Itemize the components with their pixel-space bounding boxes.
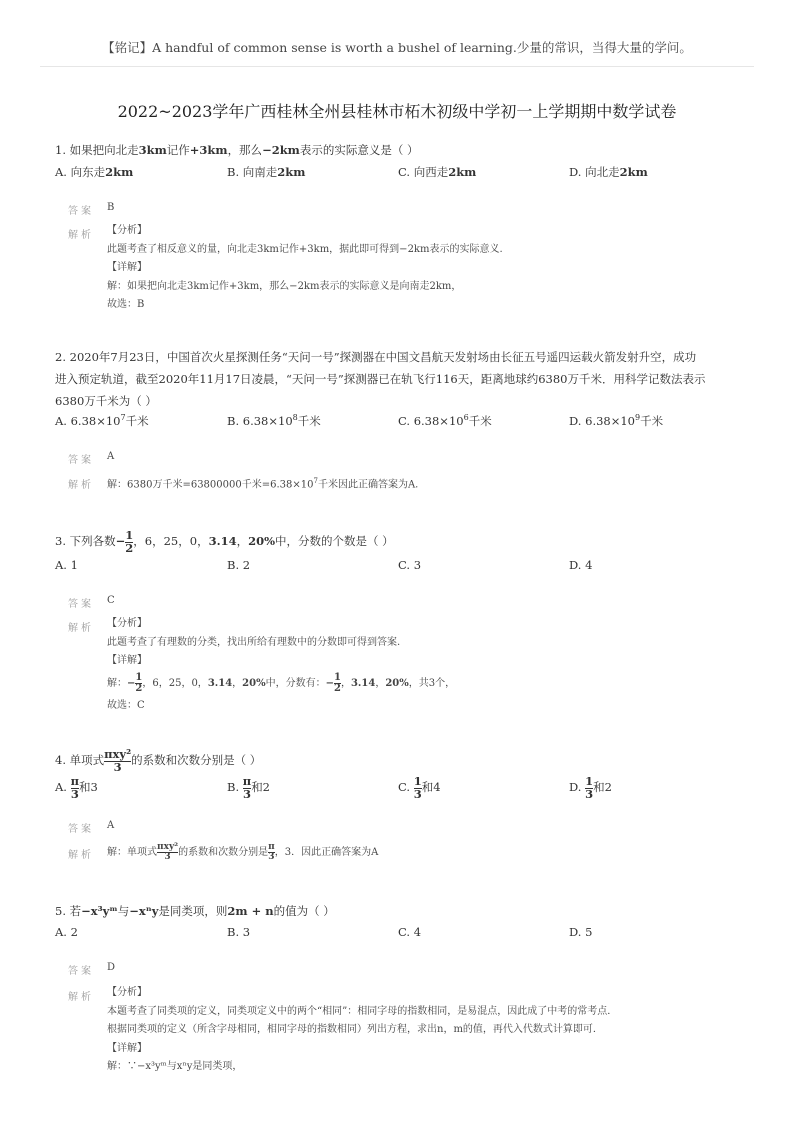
answer-label: 答案 xyxy=(68,206,94,217)
option-c[interactable]: C. 4 xyxy=(398,925,422,939)
option-a[interactable]: A. $6.38\times 10^7$千米 xyxy=(55,413,149,428)
question-4-options xyxy=(55,776,745,802)
option-b[interactable]: B. $\frac{\pi}{3}$ 和2 xyxy=(227,774,271,801)
fraction-monomial: $\frac{\text{πxy²}}{3}$ xyxy=(104,747,132,774)
analysis-label: 解析 xyxy=(68,850,94,861)
option-d[interactable]: D. 5 xyxy=(569,925,593,939)
option-a[interactable]: A. $\frac{\pi}{3}$ 和3 xyxy=(55,774,98,801)
answer-label: 答案 xyxy=(68,455,94,466)
option-a[interactable]: A. 向东走2km xyxy=(55,165,134,179)
answer-value: A xyxy=(107,451,115,462)
option-a[interactable]: A. 1 xyxy=(55,558,78,572)
question-2-solution: 解：6380万千米=63800000千米$=6.38\times 10^7$千米因此正确答案为A. xyxy=(107,477,419,491)
question-5-solution: 【分析】 本题考查了同类项的定义，同类项定义中的两个“相同”：相同字母的指数相同，是易混点，因此成了中考的常考点． 根据同类项的定义（所含字母相同，相同字母的指数相同）列出方程，求出n，m的值，再代入代数式计算即可． 【详解】 解：∵−x³yᵐ与xⁿy是同类项， xyxy=(107,987,618,1072)
analysis-label: 解析 xyxy=(68,623,94,634)
answer-label: 答案 xyxy=(68,599,94,610)
option-d[interactable]: D. $\frac{1}{3}$ 和2 xyxy=(569,774,612,801)
analysis-label: 解析 xyxy=(68,230,94,241)
answer-value: B xyxy=(107,202,115,213)
option-b[interactable]: B. 向南走2km xyxy=(227,165,306,179)
option-d[interactable]: D. 4 xyxy=(569,558,593,572)
option-d[interactable]: D. $6.38\times 10^9$千米 xyxy=(569,413,664,428)
question-1-solution: 【分析】 此题考查了相反意义的量，向北走3km记作+3km，据此即可得到−2km表示的实际意义. 【详解】 解：如果把向北走3km记作+3km，那么−2km表示的实际意义是向南走2km， 故选：B xyxy=(107,225,503,310)
option-c[interactable]: C. 向西走2km xyxy=(398,165,477,179)
header-divider xyxy=(40,66,754,67)
analysis-label: 解析 xyxy=(68,992,94,1003)
option-d[interactable]: D. 向北走2km xyxy=(569,165,648,179)
option-a[interactable]: A. 2 xyxy=(55,925,78,939)
question-2-stem: 2. 2020年7月23日，中国首次火星探测任务“天问一号”探测器在中国文昌航天发射场由长征五号遥四运载火箭发射升空，成功 进入预定轨道，截至2020年11月17日凌晨，“天问一号”探测器已在轨飞行116天，距离地球约6380万千米．用科学记数法表示 6380万千米为（ ） xyxy=(55,350,706,408)
page-title: 2022~2023学年广西桂林全州县桂林市柘木初级中学初一上学期期中数学试卷 xyxy=(117,102,677,121)
question-1-options xyxy=(55,164,745,184)
question-2-options xyxy=(55,413,745,433)
option-c[interactable]: C. $\frac{1}{3}$ 和4 xyxy=(398,774,441,801)
answer-value: A xyxy=(107,820,115,831)
option-b[interactable]: B. $6.38\times 10^8$千米 xyxy=(227,413,321,428)
motto: 【铭记】A handful of common sense is worth a bushel of learning.少量的常识，当得大量的学问。 xyxy=(102,40,692,55)
answer-value: D xyxy=(107,962,116,973)
option-c[interactable]: C. 3 xyxy=(398,558,422,572)
question-4-stem: 4. 单项式 $\frac{\text{πxy²}}{3}$ 的系数和次数分别是（ ） xyxy=(55,747,262,774)
question-3-solution: 【分析】 此题考查了有理数的分类，找出所给有理数中的分数即可得到答案. 【详解】 解：− $\frac{1}{2}$ ，6，25，0，3.14，20%中，分数有：− $\frac{1}{2}$ ，3.14，20%，共3个， 故选：C xyxy=(107,618,456,711)
option-b[interactable]: B. 2 xyxy=(227,558,251,572)
question-5-stem: 5. 若−x³yᵐ与−xⁿy是同类项，则2m + n的值为（ ） xyxy=(55,904,335,918)
option-c[interactable]: C. $6.38\times 10^6$千米 xyxy=(398,413,492,428)
question-3-options xyxy=(55,558,745,578)
analysis-label: 解析 xyxy=(68,480,94,491)
answer-label: 答案 xyxy=(68,824,94,835)
answer-label: 答案 xyxy=(68,966,94,977)
question-1-stem: 1. 如果把向北走3km记作+3km，那么−2km表示的实际意义是（ ） xyxy=(55,143,419,157)
option-b[interactable]: B. 3 xyxy=(227,925,251,939)
fraction-one-half: $\frac{1}{2}$ xyxy=(125,528,134,555)
question-3-stem: 3. 下列各数− $\frac{1}{2}$ ，6，25，0，3.14，20%中，分数的个数是（ ） xyxy=(55,528,394,555)
question-5-options xyxy=(55,925,745,945)
answer-value: C xyxy=(107,595,115,606)
question-4-solution: 解：单项式 $\frac{\text{πxy²}}{3}$ 的系数和次数分别是 $\frac{\pi}{3}$ ，3．因此正确答案为A xyxy=(107,842,379,862)
